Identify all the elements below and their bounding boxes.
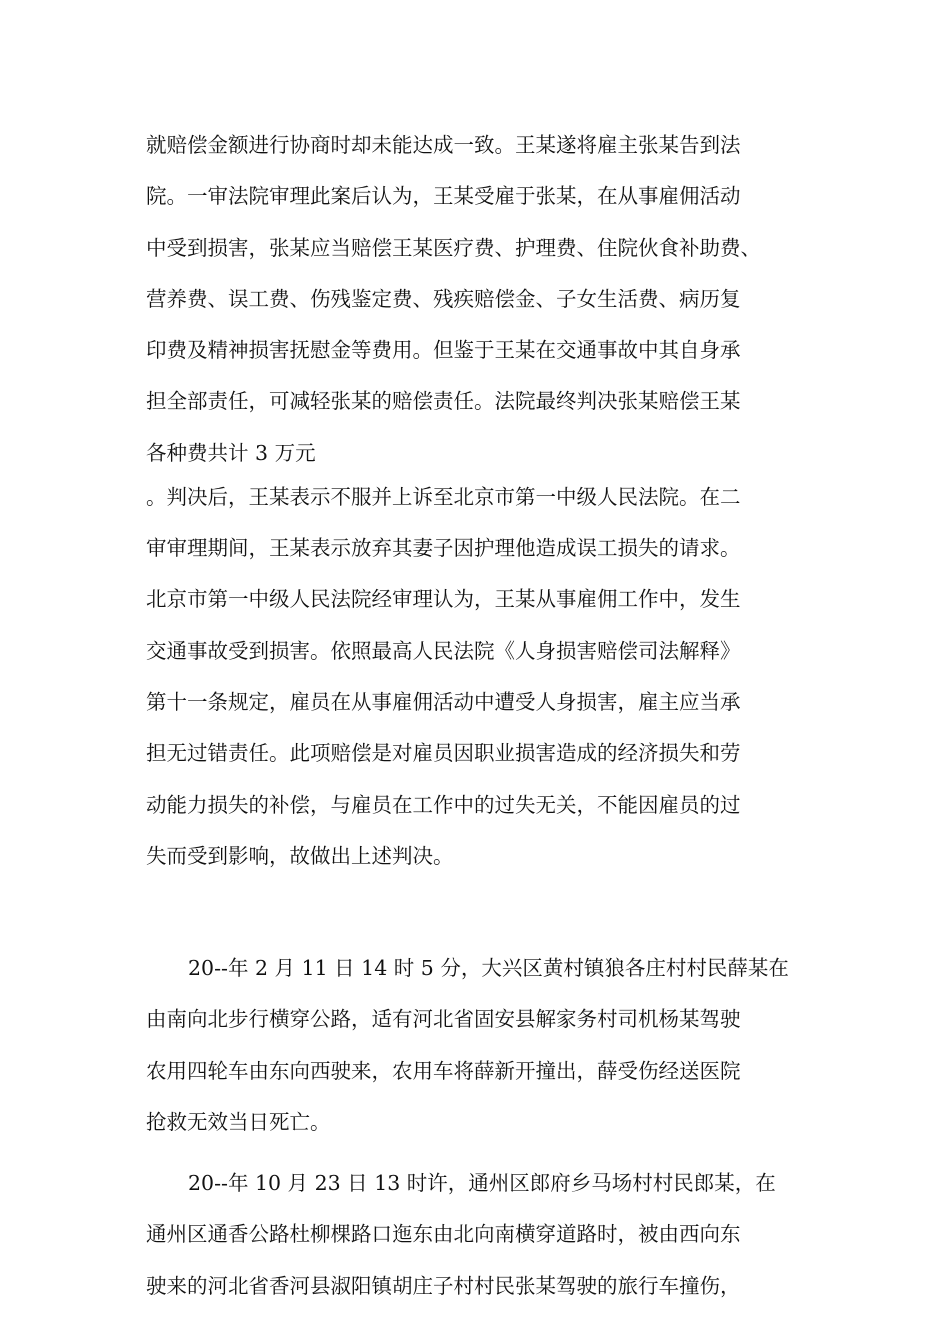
paragraph: [146, 955, 826, 1170]
text-line: 失而受到影响，故做出上述判决。: [146, 843, 454, 868]
text-line: 第十一条规定，雇员在从事雇佣活动中遭受人身损害，雇主应当承: [146, 689, 741, 714]
text-line: [146, 894, 826, 955]
text-line: 北京市第一中级人民法院经审理认为，王某从事雇佣工作中，发生: [146, 587, 741, 612]
text-line: 通州区通香公路杜柳棵路口迤东由北向南横穿道路时，被由西向东: [146, 1222, 741, 1247]
text-line: 营养费、误工费、伤残鉴定费、残疾赔偿金、子女生活费、病历复: [146, 286, 741, 311]
text-line: 抢救无效当日死亡。: [146, 1110, 331, 1135]
text-line: 动能力损失的补偿，与雇员在工作中的过失无关，不能因雇员的过: [146, 792, 741, 817]
text-line: 。判决后，王某表示不服并上诉至北京市第一中级人民法院。在二: [146, 484, 741, 509]
paragraph: [146, 132, 826, 484]
text-line: 就赔偿金额进行协商时却未能达成一致。王某遂将雇主张某告到法: [146, 133, 741, 157]
text-line: 审审理期间，王某表示放弃其妻子因护理他造成误工损失的请求。: [146, 536, 741, 561]
text-line: 20--年 10 月 23 日 13 时许，通州区郎府乡马场村村民郎某，在: [188, 1171, 776, 1196]
text-line: 印费及精神损害抚慰金等费用。但鉴于王某在交通事故中其自身承: [146, 338, 741, 363]
text-line: 中受到损害，张某应当赔偿王某医疗费、护理费、住院伙食补助费、: [146, 235, 761, 260]
paragraph: [146, 1170, 826, 1324]
text-line: 各种费共计 3 万元: [146, 440, 316, 465]
text-line: 交通事故受到损害。依照最高人民法院《人身损害赔偿司法解释》: [146, 638, 741, 663]
text-line: 驶来的河北省香河县淑阳镇胡庄子村村民张某驾驶的旅行车撞伤，: [146, 1273, 741, 1298]
text-line: 担无过错责任。此项赔偿是对雇员因职业损害造成的经济损失和劳: [146, 741, 741, 766]
text-line: 担全部责任，可减轻张某的赔偿责任。法院最终判决张某赔偿王某: [146, 389, 741, 414]
document-body: [146, 132, 826, 1324]
text-line: 农用四轮车由东向西驶来，农用车将薛新开撞出，薛受伤经送医院: [146, 1058, 741, 1083]
paragraph: [146, 484, 826, 955]
text-line: 20--年 2 月 11 日 14 时 5 分，大兴区黄村镇狼各庄村村民薛某在: [188, 956, 789, 981]
text-line: 由南向北步行横穿公路，适有河北省固安县解家务村司机杨某驾驶: [146, 1007, 741, 1032]
text-line: 院。一审法院审理此案后认为，王某受雇于张某，在从事雇佣活动: [146, 184, 741, 209]
